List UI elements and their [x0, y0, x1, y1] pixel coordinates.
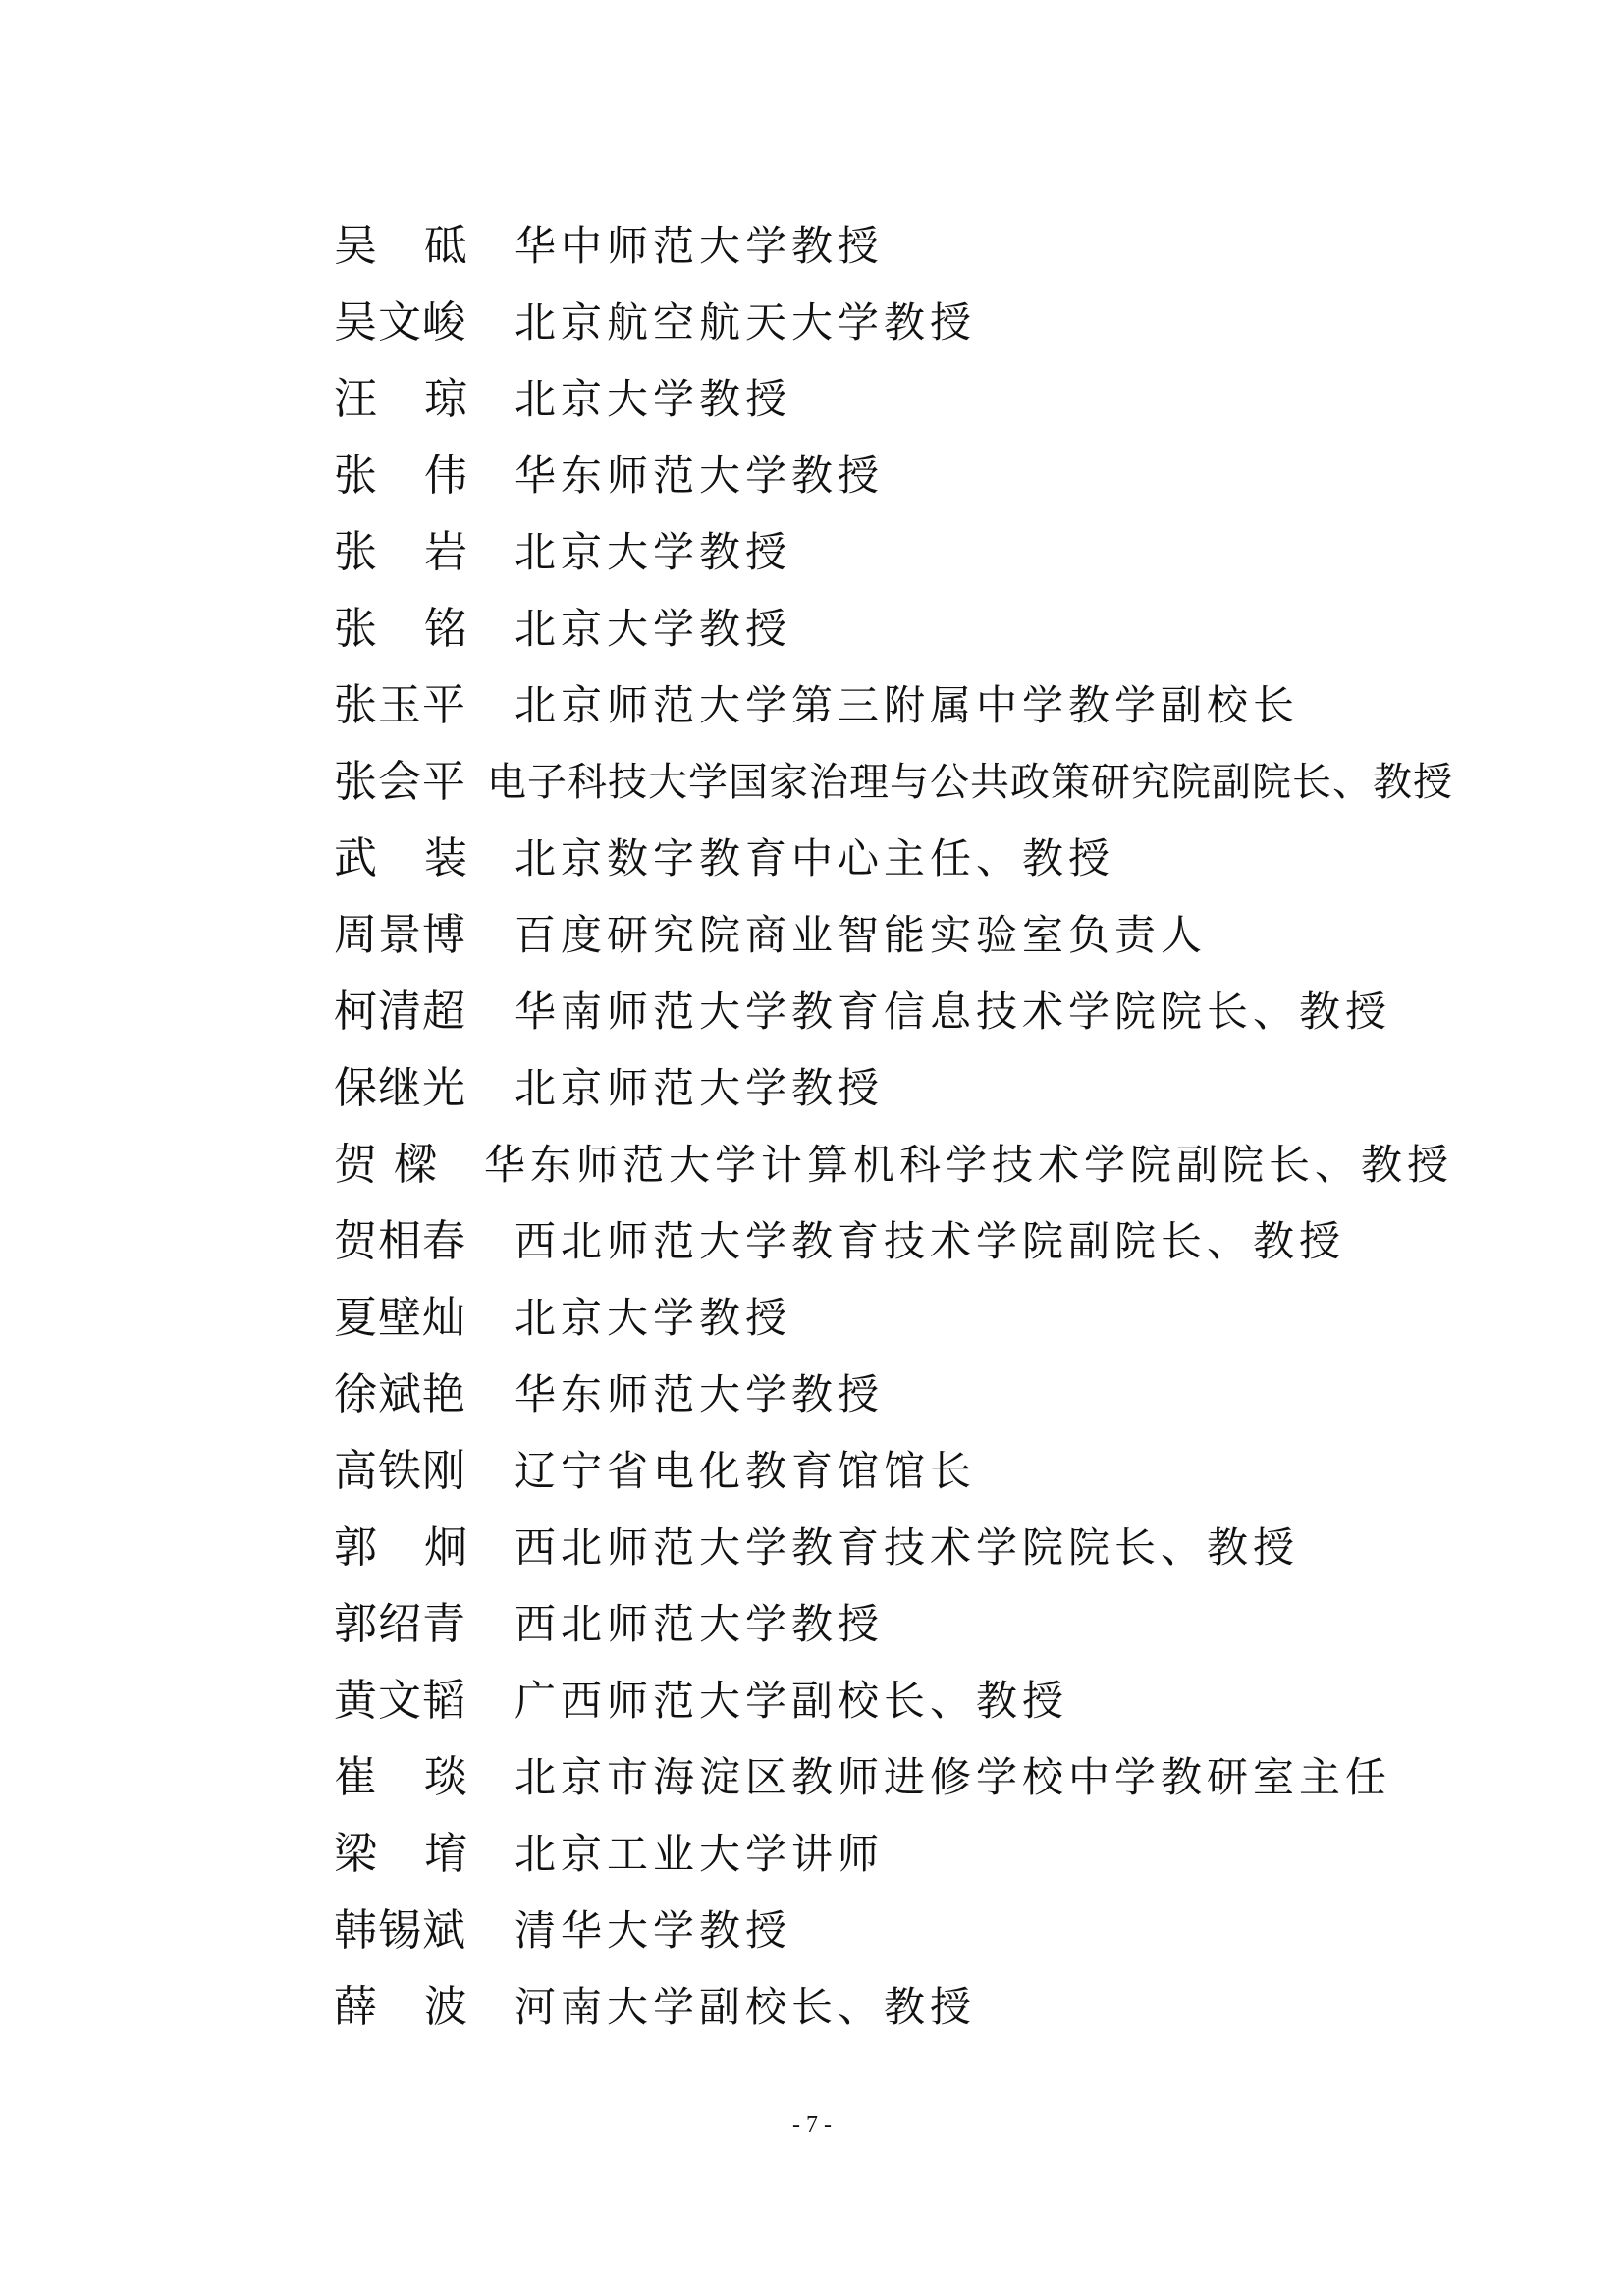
- name-character: 琰: [424, 1752, 467, 1802]
- list-item: [334, 897, 1453, 974]
- member-title: 百度研究院商业智能实验室负责人: [514, 911, 1208, 959]
- member-title: 电子科技大学国家治理与公共政策研究院副院长、教授: [487, 760, 1453, 805]
- member-name: [334, 208, 467, 285]
- member-name: 黄文韬: [334, 1676, 466, 1726]
- member-title: 北京大学教授: [514, 375, 792, 423]
- member-name: [334, 821, 467, 897]
- list-item: [334, 974, 1453, 1050]
- list-item: [334, 1739, 1453, 1816]
- member-title: 北京师范大学第三附属中学教学副校长: [514, 681, 1300, 729]
- list-item: [334, 1816, 1453, 1893]
- list-item: [334, 1127, 1453, 1203]
- list-item: [334, 1203, 1453, 1280]
- member-title: 北京师范大学教授: [514, 1064, 885, 1112]
- page-number: - 7 -: [792, 2112, 832, 2138]
- list-item: [334, 208, 1453, 285]
- list-item: [334, 438, 1453, 514]
- name-character: 吴: [334, 221, 377, 271]
- member-title: 北京大学教授: [514, 528, 792, 576]
- list-item: [334, 1663, 1453, 1739]
- member-name: [334, 438, 467, 514]
- name-character: 琼: [424, 374, 467, 424]
- name-character: 崔: [334, 1752, 377, 1802]
- list-item: [334, 1586, 1453, 1663]
- member-title: 辽宁省电化教育馆馆长: [514, 1447, 977, 1495]
- name-character: 堉: [424, 1829, 467, 1879]
- list-item: [334, 285, 1453, 361]
- member-title: 北京大学教授: [514, 605, 792, 653]
- member-title: 西北师范大学教育技术学院副院长、教授: [514, 1217, 1346, 1265]
- member-title: 北京大学教授: [514, 1294, 792, 1342]
- member-name: 高铁刚: [334, 1446, 466, 1496]
- member-name: 吴文峻: [334, 297, 466, 347]
- list-item: [334, 361, 1453, 438]
- member-name: 贺相春: [334, 1216, 466, 1266]
- name-character: 郭: [334, 1522, 377, 1573]
- member-title: 华东师范大学计算机科学技术学院副院长、教授: [483, 1141, 1453, 1189]
- list-item: [334, 1280, 1453, 1357]
- list-item: [334, 1969, 1453, 2046]
- name-character: 张: [334, 527, 377, 577]
- member-title: 北京工业大学讲师: [514, 1830, 885, 1878]
- member-name: 徐斌艳: [334, 1369, 466, 1419]
- name-character: 樑: [393, 1140, 437, 1190]
- member-title: 华中师范大学教授: [514, 222, 885, 270]
- name-character: 波: [424, 1982, 467, 2032]
- name-character: 伟: [424, 451, 467, 501]
- member-name: 保继光: [334, 1063, 466, 1113]
- list-item: [334, 1050, 1453, 1127]
- list-item: [334, 1357, 1453, 1433]
- list-item: [334, 821, 1453, 897]
- name-character: 砥: [424, 221, 467, 271]
- list-item: [334, 667, 1453, 744]
- member-title: 西北师范大学教授: [514, 1600, 885, 1648]
- list-item: [334, 744, 1453, 821]
- member-name: [334, 1510, 467, 1586]
- list-item: [334, 1433, 1453, 1510]
- member-title: 清华大学教授: [514, 1906, 792, 1954]
- list-item: [334, 591, 1453, 667]
- member-name: 夏壁灿: [334, 1293, 466, 1343]
- member-name: 韩锡斌: [334, 1905, 466, 1955]
- member-name: [334, 1127, 437, 1203]
- name-character: 汪: [334, 374, 377, 424]
- member-title: 河南大学副校长、教授: [514, 1983, 977, 2031]
- member-title: 北京航空航天大学教授: [514, 298, 977, 347]
- member-title: 华南师范大学教育信息技术学院院长、教授: [514, 988, 1392, 1036]
- name-character: 张: [334, 604, 377, 654]
- member-name: [334, 1969, 467, 2046]
- member-name: 周景博: [334, 910, 466, 960]
- name-character: 梁: [334, 1829, 377, 1879]
- name-character: 铭: [424, 604, 467, 654]
- name-character: 炯: [424, 1522, 467, 1573]
- member-title: 北京数字教育中心主任、教授: [514, 834, 1115, 882]
- member-title: 西北师范大学教育技术学院院长、教授: [514, 1523, 1300, 1572]
- list-item: [334, 514, 1453, 591]
- member-title: 广西师范大学副校长、教授: [514, 1677, 1069, 1725]
- member-name: 张玉平: [334, 680, 466, 730]
- member-name: [334, 1739, 467, 1816]
- member-title: 华东师范大学教授: [514, 1370, 885, 1418]
- member-name: [334, 514, 467, 591]
- name-character: 薛: [334, 1982, 377, 2032]
- member-name: [334, 361, 467, 438]
- member-title: 北京市海淀区教师进修学校中学教研室主任: [514, 1753, 1392, 1801]
- list-item: [334, 1893, 1453, 1969]
- member-title: 华东师范大学教授: [514, 452, 885, 500]
- member-name: 张会平: [334, 757, 466, 807]
- name-character: 武: [334, 833, 377, 883]
- member-name: 柯清超: [334, 987, 466, 1037]
- name-character: 张: [334, 451, 377, 501]
- member-name: [334, 1816, 467, 1893]
- name-character: 贺: [334, 1140, 377, 1190]
- name-character: 装: [424, 833, 467, 883]
- member-name: 郭绍青: [334, 1599, 466, 1649]
- name-character: 岩: [424, 527, 467, 577]
- member-list: [334, 208, 1453, 2046]
- list-item: [334, 1510, 1453, 1586]
- member-name: [334, 591, 467, 667]
